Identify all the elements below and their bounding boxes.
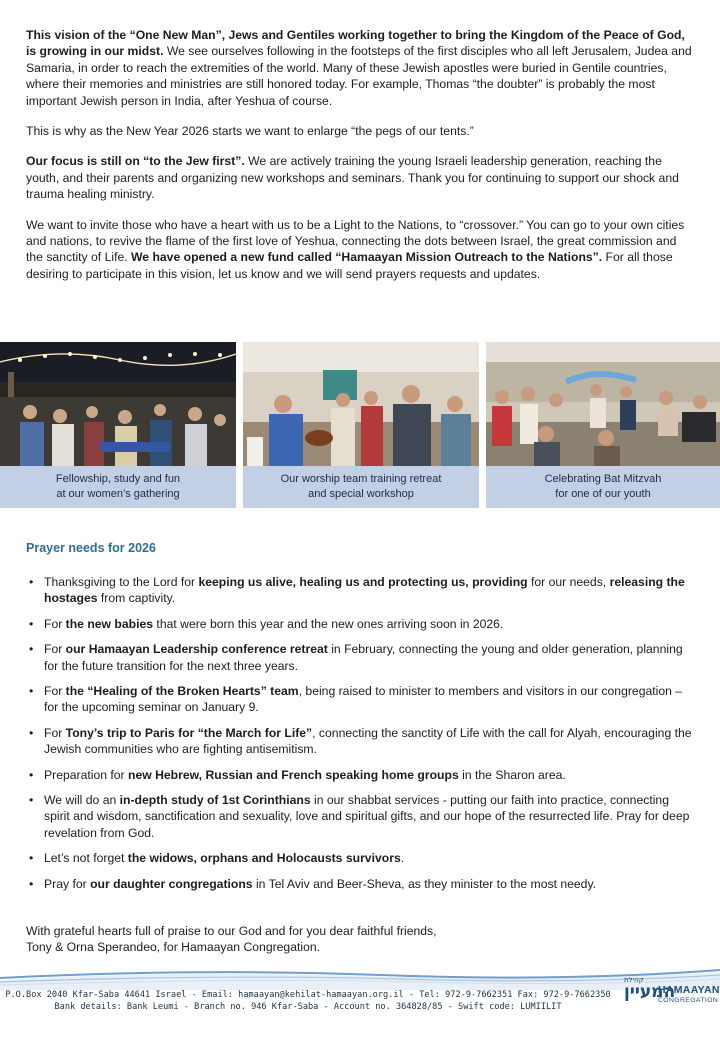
item-text: that were born this year and the new ones arriving soon in 2026. (153, 616, 504, 631)
photo-bat-mitzvah-image (486, 342, 720, 466)
new-year-paragraph (26, 123, 696, 139)
closing-line2: Tony & Orna Sperandeo, for Hamaayan Congregation. (26, 940, 321, 955)
bullet-icon: • (29, 725, 34, 740)
item-bold: our Hamaayan Leadership conference retreat (65, 642, 328, 657)
item-text: For (44, 616, 66, 631)
list-item (26, 641, 696, 674)
caption-line1: Our worship team training retreat (280, 473, 442, 485)
item-text: . (400, 851, 405, 866)
item-bold: the “Healing of the Broken Hearts” team (65, 684, 299, 699)
item-text: in February, connecting the young and older generation, planning for the future transition for the next three years. (44, 642, 683, 673)
photo-caption (243, 466, 479, 508)
caption-line2: for one of our youth (555, 488, 651, 500)
item-bold: our daughter congregations (90, 876, 253, 891)
item-bold: Tony’s trip to Paris for “the March for Life” (65, 725, 313, 740)
photo-caption (0, 466, 236, 508)
bullet-icon: • (29, 642, 34, 657)
prayer-needs-list (26, 574, 696, 901)
item-text: , being raised to minister to members and visitors in our congregation – for the upcoming seminar on January 9. (44, 684, 683, 715)
list-item (26, 767, 696, 783)
logo-name: HAMAAYAN (658, 984, 720, 996)
invite-paragraph (26, 217, 696, 283)
list-item (26, 574, 696, 607)
item-bold: the widows, orphans and Holocausts survivors (127, 851, 401, 866)
caption-line1: Celebrating Bat Mitzvah (544, 473, 662, 485)
bullet-icon: • (29, 616, 34, 631)
bullet-icon: • (29, 876, 34, 891)
logo-subtitle: CONGREGATION (658, 997, 719, 1004)
item-text: in the Sharon area. (458, 767, 566, 782)
footer-address: P.O.Box 2040 Kfar-Saba 44641 Israel - Email: hamaayan@kehilat-hamaayan.org.il - Tel: 972-9-7662351 Fax: 972-9-7662350 (5, 990, 611, 1000)
item-bold: releasing the hostages (44, 575, 685, 606)
item-text: in our shabbat services - putting our faith into practice, connecting spirit and wisdom, sanctification and sexuality, love and spiritual gifts, and our hope of the resurrected life. Pray for deep revelation from God. (44, 793, 690, 840)
item-text: Pray for (44, 876, 91, 891)
photo-womens-gathering-image (0, 342, 236, 466)
item-bold: new Hebrew, Russian and French speaking home groups (128, 767, 459, 782)
closing-line1: With grateful hearts full of praise to our God and for you dear faithful friends, (26, 924, 437, 938)
focus-text: We are actively training the young Israeli leadership generation, reaching the youth, and their parents and organizing new workshops and seminars. Thank you for continuing to support our shock and trauma healing ministry. (26, 154, 679, 202)
letter-body (26, 27, 696, 296)
photo-worship-team (243, 342, 479, 508)
list-item (26, 725, 696, 758)
focus-bold-text: Our focus is still on “to the Jew first”. (26, 154, 245, 169)
footer-contact (0, 989, 616, 1013)
invite-text: We want to invite those who have a heart with us to be a Light to the Nations, to “crossover.” You can go to your own cities and nations, to revive the flame of the first love of Yeshua, connecting the dots between Israel, the great commission and the sanctity of Life. (26, 217, 685, 265)
list-item (26, 792, 696, 841)
letterhead-footer (0, 966, 720, 1040)
item-text: For (44, 642, 66, 657)
photo-caption (486, 466, 720, 508)
closing-signature (26, 923, 696, 956)
bullet-icon: • (29, 767, 34, 782)
caption-line1: Fellowship, study and fun (55, 473, 181, 485)
item-text: Preparation for (44, 767, 129, 782)
prayer-needs-heading: Prayer needs for 2026 (26, 541, 156, 555)
invite-bold-text: We have opened a new fund called “Hamaayan Mission Outreach to the Nations”. (131, 250, 603, 265)
item-text: , connecting the sanctity of Life with the call for Alyah, encouraging the Jewish communities who are fighting antisemitism. (44, 725, 692, 757)
item-text: We will do an (44, 793, 120, 808)
list-item (26, 850, 696, 866)
item-bold: keeping us alive, healing us and protecting us, providing (198, 575, 528, 589)
item-text: Let’s not forget (44, 851, 128, 866)
footer-wave-decoration (0, 966, 720, 990)
new-year-text: This is why as the New Year 2026 starts we want to enlarge “the pegs of our tents.” (26, 124, 474, 139)
item-bold: in-depth study of 1st Corinthians (119, 793, 311, 808)
footer-bank-details: Bank details: Bank Leumi - Branch no. 946 Kfar-Saba - Account no. 364828/85 - Swift code: LUMIILIT (54, 1002, 562, 1012)
item-text: in Tel Aviv and Beer-Sheva, as they minister to the most needy. (252, 876, 597, 891)
item-bold: the new babies (65, 616, 154, 631)
bullet-icon: • (29, 575, 34, 589)
vision-text: We see ourselves following in the footsteps of the first disciples who all left Jerusalem, Judea and Samaria, in order to reach the extremities of the world. Many of these Jewish apostles were buried in Gentile countries, where their memories and ministries are still honored today. For example, Thomas “the doubter” is probably the most important Jewish person in India, after Yeshua of course. (26, 44, 692, 108)
bullet-icon: • (29, 684, 34, 699)
focus-paragraph (26, 153, 696, 202)
caption-line2: at our women’s gathering (56, 488, 180, 500)
photo-bat-mitzvah (486, 342, 720, 508)
photo-worship-team-image (243, 342, 479, 466)
caption-line2: and special workshop (308, 488, 414, 500)
list-item (26, 616, 696, 632)
vision-bold-text: This vision of the “One New Man”, Jews and Gentiles working together to bring the Kingdom of the Peace of God, is growing in our midst. (26, 28, 685, 59)
photo-womens-gathering (0, 342, 236, 508)
item-text: from captivity. (97, 591, 176, 606)
list-item (26, 683, 696, 716)
bullet-icon: • (29, 793, 34, 808)
bullet-icon: • (29, 851, 34, 866)
logo-hebrew: המעיין (624, 982, 676, 1002)
item-text: for our needs, (527, 575, 610, 589)
item-text: For (44, 684, 66, 699)
item-text: Thanksgiving to the Lord for (44, 575, 199, 589)
vision-paragraph (26, 27, 696, 109)
hamaayan-logo (624, 976, 720, 1024)
item-text: For (44, 725, 66, 740)
invite-tail-text: For all those desiring to participate in this vision, let us know and we will send prayers requests and updates. (26, 250, 673, 281)
photo-strip (0, 342, 720, 508)
logo-small-text: קהילת (624, 976, 644, 984)
list-item (26, 876, 696, 892)
